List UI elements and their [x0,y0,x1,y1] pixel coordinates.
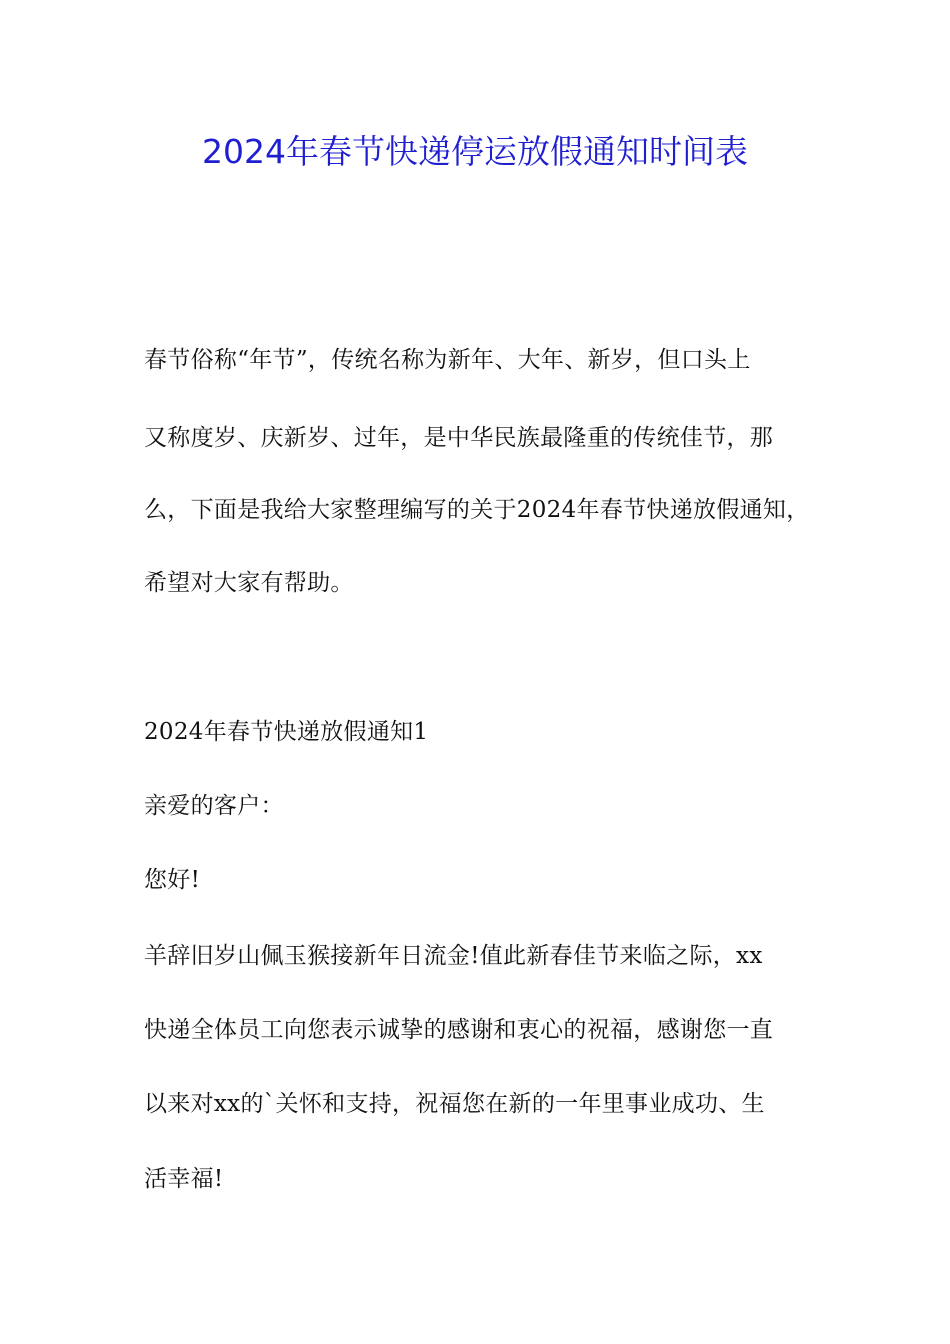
body-line-3: 以来对xx的`关怀和支持，祝福您在新的一年里事业成功、生 [144,1091,765,1117]
body-line-4: 活幸福! [144,1166,224,1192]
intro-line-2: 又称度岁、庆新岁、过年，是中华民族最隆重的传统佳节，那 [144,425,774,451]
intro-line-1: 春节俗称“年节”，传统名称为新年、大年、新岁，但口头上 [144,347,751,373]
section-heading: 2024年春节快递放假通知1 [144,719,429,745]
body-line-2: 快递全体员工向您表示诚挚的感谢和衷心的祝福，感谢您一直 [144,1017,774,1043]
intro-line-4: 希望对大家有帮助。 [144,570,354,596]
salutation: 亲爱的客户： [144,793,284,819]
body-line-1: 羊辞旧岁山佩玉猴接新年日流金!值此新春佳节来临之际，xx [144,943,763,969]
intro-line-3: 么，下面是我给大家整理编写的关于2024年春节快递放假通知， [144,497,810,523]
greeting: 您好! [144,867,201,893]
document-title: 2024年春节快递停运放假通知时间表 [202,132,748,171]
